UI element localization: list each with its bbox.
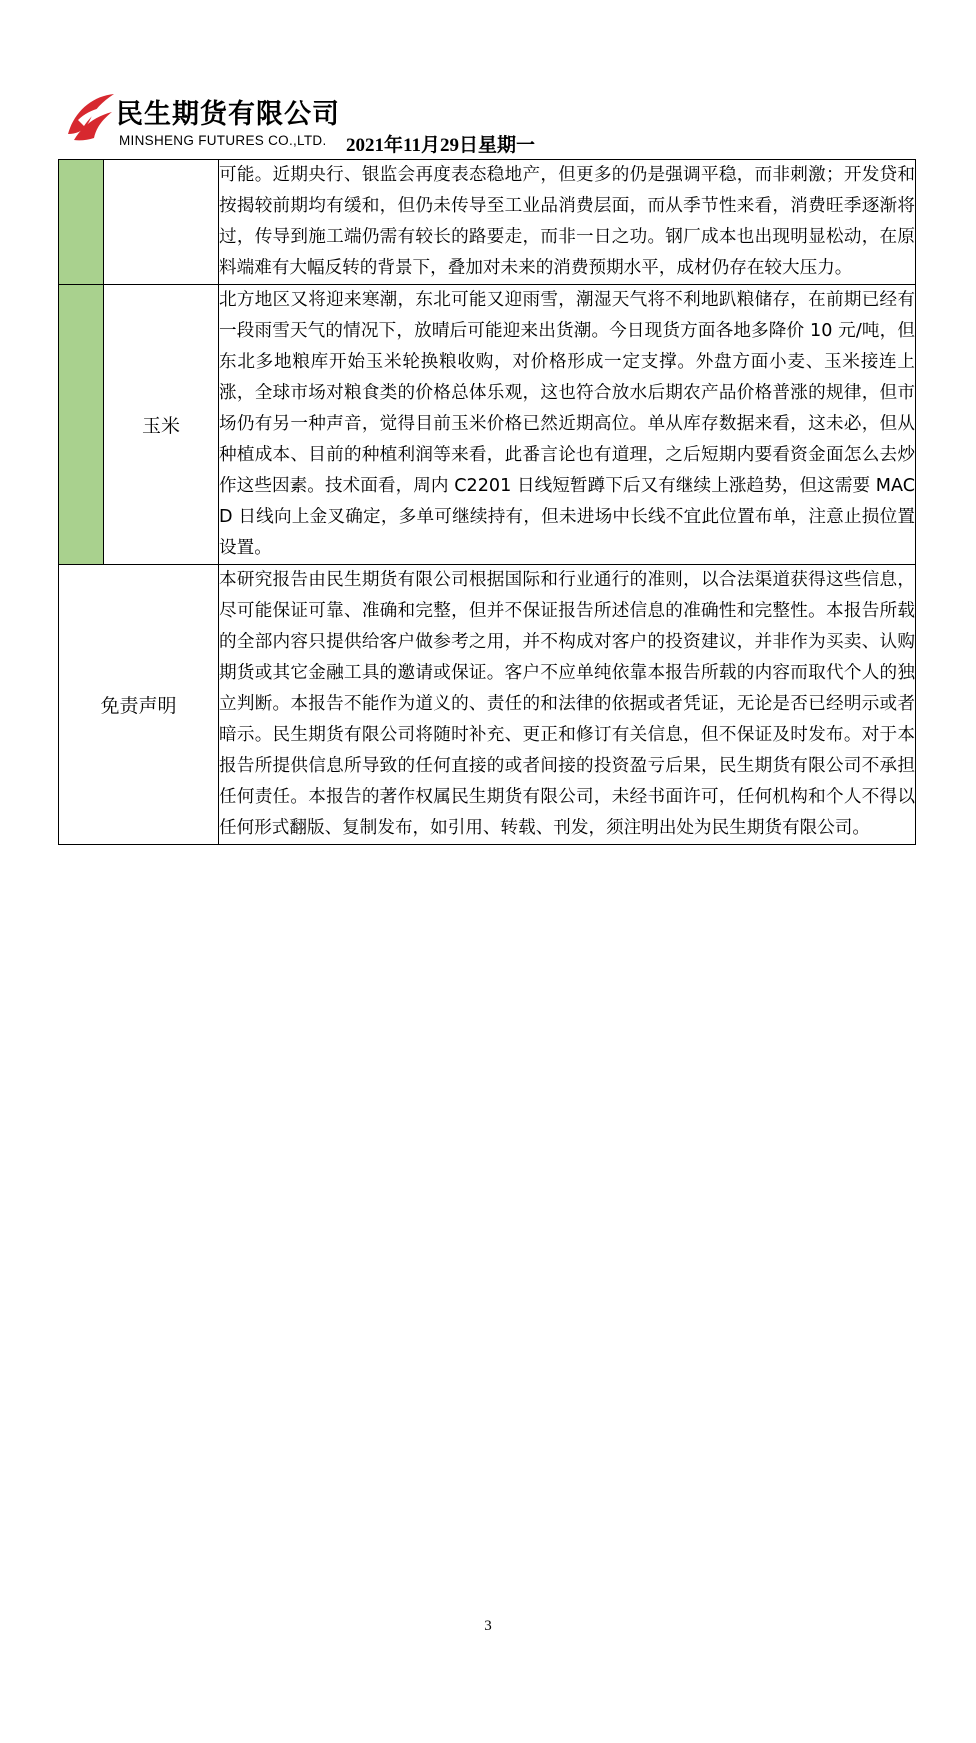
- company-name-en: MINSHENG FUTURES CO.,LTD.: [119, 133, 327, 148]
- report-header: [64, 86, 764, 156]
- category-marker: [59, 160, 104, 285]
- commodity-name: 玉米: [104, 285, 219, 565]
- report-table: [58, 159, 916, 845]
- company-name-cn: 民生期货有限公司: [116, 99, 340, 130]
- commodity-analysis: 北方地区又将迎来寒潮，东北可能又迎雨雪，潮湿天气将不利地趴粮储存，在前期已经有一段雨雪天气的情况下，放晴后可能迎来出货潮。今日现货方面各地多降价 10 元/吨，但东北多地粮库开始玉米轮换粮收购，对价格形成一定支撑。外盘方面小麦、玉米接连上涨，全球市场对粮食类的价格总体乐观，这也符合放水后期农产品价格普涨的规律，但市场仍有另一种声音，觉得目前玉米价格已然近期高位。单从库存数据来看，这未必，但从种植成本、目前的种植利润等来看，此番言论也有道理，之后短期内要看资金面怎么去炒作这些因素。技术面看，周内 C2201 日线短暂蹲下后又有继续上涨趋势，但这需要 MACD 日线向上金叉确定，多单可继续持有，但未进场中长线不宜此位置布单，注意止损位置设置。: [219, 285, 916, 565]
- disclaimer-label: 免责声明: [59, 565, 219, 845]
- minsheng-logo-icon: [64, 90, 116, 146]
- table-row: [59, 285, 916, 565]
- commodity-analysis: 可能。近期央行、银监会再度表态稳地产，但更多的仍是强调平稳，而非刺激；开发贷和按揭较前期均有缓和，但仍未传导至工业品消费层面，而从季节性来看，消费旺季逐渐将过，传导到施工端仍需有较长的路要走，而非一日之功。钢厂成本也出现明显松动，在原料端难有大幅反转的背景下，叠加对未来的消费预期水平，成材仍存在较大压力。: [219, 160, 916, 285]
- report-date: 2021年11月29日星期一: [346, 135, 535, 156]
- category-marker: [59, 285, 104, 565]
- table-row: [59, 160, 916, 285]
- disclaimer-row: [59, 565, 916, 845]
- commodity-name: [104, 160, 219, 285]
- disclaimer-text: 本研究报告由民生期货有限公司根据国际和行业通行的准则，以合法渠道获得这些信息，尽可能保证可靠、准确和完整，但并不保证报告所述信息的准确性和完整性。本报告所载的全部内容只提供给客户做参考之用，并不构成对客户的投资建议，并非作为买卖、认购期货或其它金融工具的邀请或保证。客户不应单纯依靠本报告所载的内容而取代个人的独立判断。本报告不能作为道义的、责任的和法律的依据或者凭证，无论是否已经明示或者暗示。民生期货有限公司将随时补充、更正和修订有关信息，但不保证及时发布。对于本报告所提供信息所导致的任何直接的或者间接的投资盈亏后果，民生期货有限公司不承担任何责任。本报告的著作权属民生期货有限公司，未经书面许可，任何机构和个人不得以任何形式翻版、复制发布，如引用、转载、刊发，须注明出处为民生期货有限公司。: [219, 565, 916, 845]
- page-number: 3: [484, 1618, 492, 1634]
